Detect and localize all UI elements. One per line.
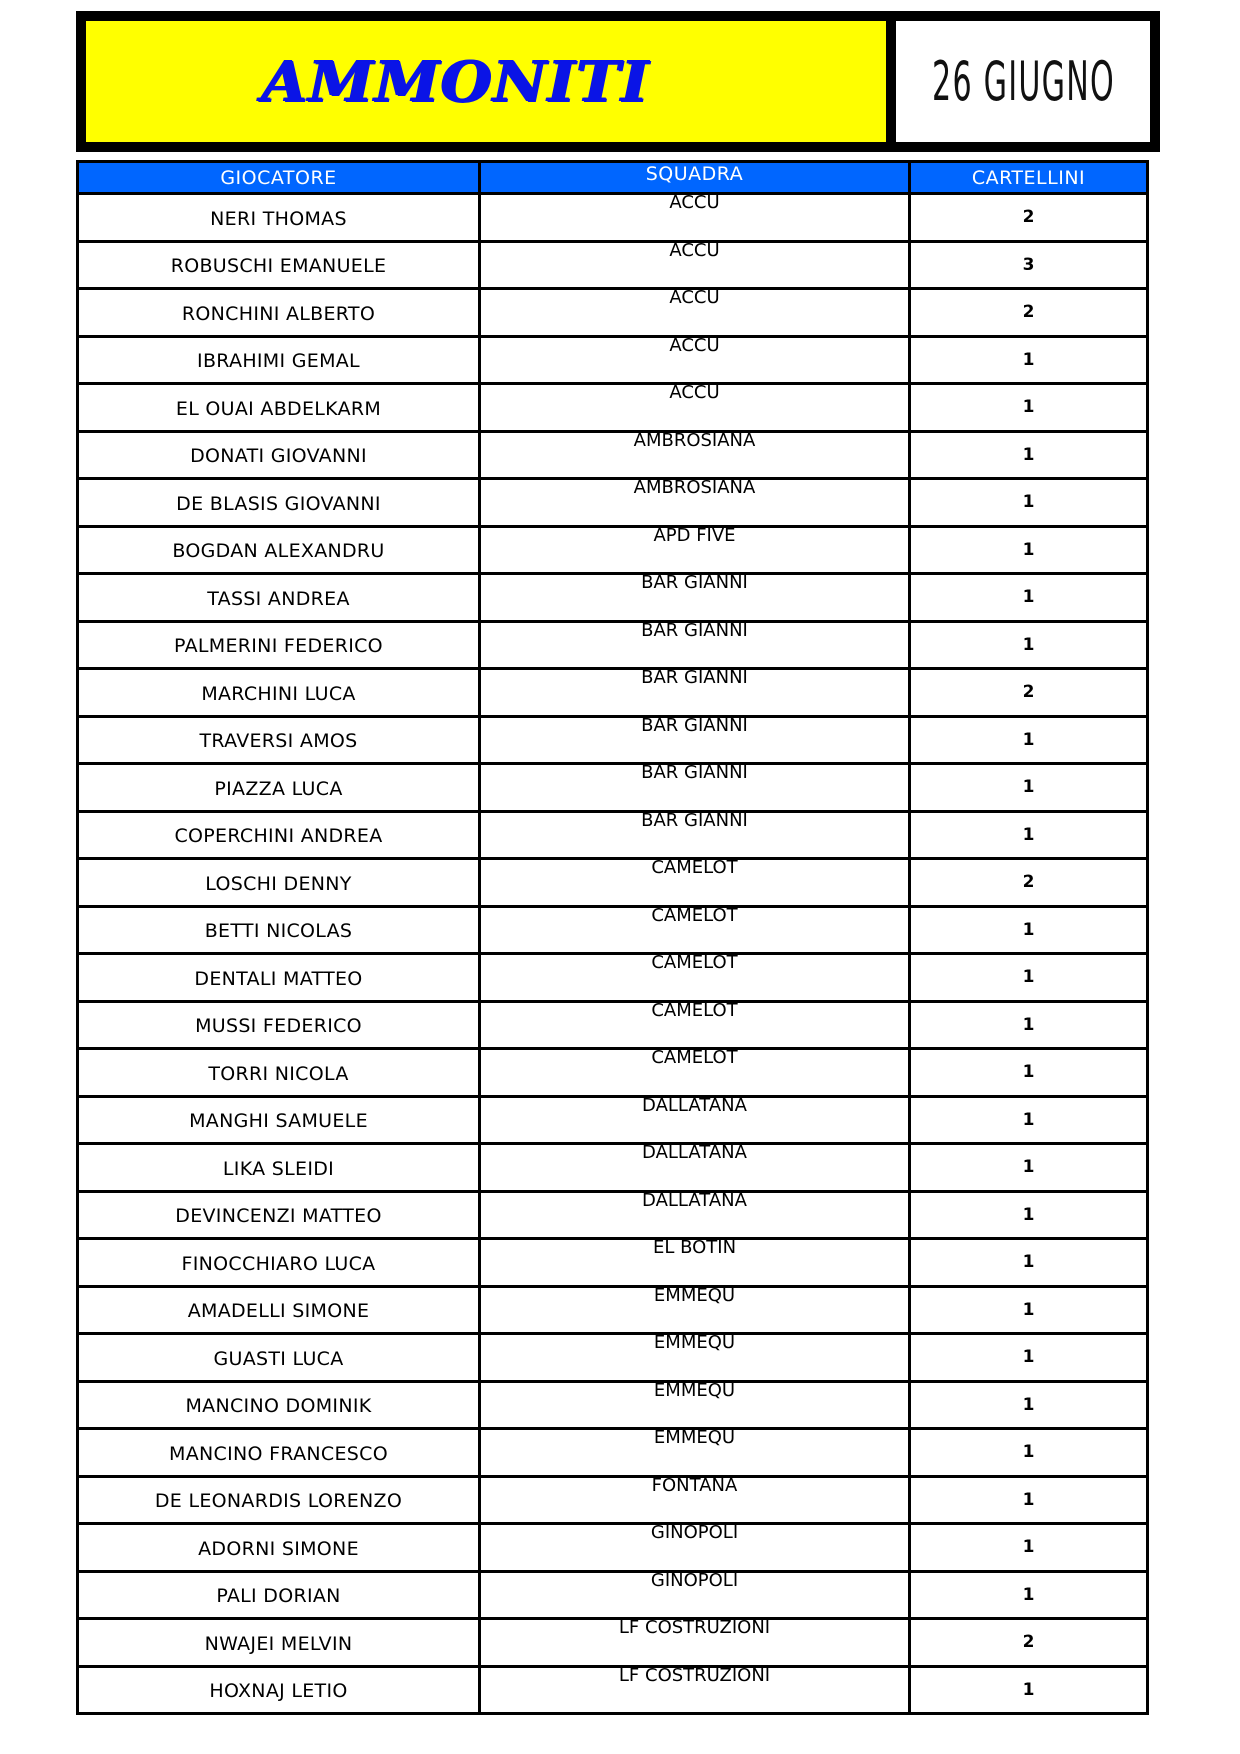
table-row xyxy=(78,1334,1148,1382)
cards-count: 1 xyxy=(910,906,1148,954)
player-name: GUASTI LUCA xyxy=(213,1347,344,1370)
table-row xyxy=(78,1049,1148,1097)
team-name: AMBROSIANA xyxy=(633,477,756,498)
player-cell xyxy=(78,954,480,1002)
column-header-cards: CARTELLINI xyxy=(910,162,1148,194)
player-cell xyxy=(78,621,480,669)
team-cell xyxy=(480,906,910,954)
table-row xyxy=(78,336,1148,384)
team-cell xyxy=(480,289,910,337)
player-name: TRAVERSI AMOS xyxy=(199,730,358,753)
player-name: COPERCHINI ANDREA xyxy=(174,825,383,848)
table-row xyxy=(78,1381,1148,1429)
cards-count: 1 xyxy=(910,1334,1148,1382)
player-cell xyxy=(78,1096,480,1144)
team-name: CAMELOT xyxy=(651,999,738,1021)
team-name: APD FIVE xyxy=(653,524,736,546)
team-cell xyxy=(480,336,910,384)
page-title: AMMONITI xyxy=(262,48,650,115)
cards-count: 1 xyxy=(910,716,1148,764)
player-cell xyxy=(78,1476,480,1524)
team-cell xyxy=(480,1429,910,1477)
cards-count: 1 xyxy=(910,1524,1148,1572)
table-header-row xyxy=(78,162,1148,194)
player-cell xyxy=(78,1666,480,1714)
cards-count: 1 xyxy=(910,526,1148,574)
player-cell xyxy=(78,1381,480,1429)
team-cell xyxy=(480,1524,910,1572)
player-cell xyxy=(78,1049,480,1097)
team-cell xyxy=(480,716,910,764)
player-name: MANCINO FRANCESCO xyxy=(169,1442,388,1465)
player-name: MUSSI FEDERICO xyxy=(195,1015,362,1038)
player-name: BOGDAN ALEXANDRU xyxy=(172,540,385,563)
team-name: EMMEQU xyxy=(653,1284,736,1306)
team-name: DALLATANA xyxy=(642,1189,747,1211)
team-name: BAR GIANNI xyxy=(641,667,748,688)
cards-count: 1 xyxy=(910,1381,1148,1429)
player-cell xyxy=(78,764,480,812)
player-cell xyxy=(78,194,480,242)
player-cell xyxy=(78,479,480,527)
yellow-cards-table xyxy=(76,160,1149,1715)
player-cell xyxy=(78,384,480,432)
header-banner xyxy=(76,11,1160,152)
team-cell xyxy=(480,526,910,574)
player-cell xyxy=(78,1144,480,1192)
cards-count: 1 xyxy=(910,1666,1148,1714)
player-cell xyxy=(78,1524,480,1572)
player-name: BETTI NICOLAS xyxy=(204,920,353,943)
team-name: FONTANA xyxy=(651,1474,738,1496)
player-name: LOSCHI DENNY xyxy=(205,872,352,895)
team-cell xyxy=(480,1239,910,1287)
table-row xyxy=(78,574,1148,622)
team-name: LF COSTRUZIONI xyxy=(618,1617,771,1638)
cards-count: 1 xyxy=(910,764,1148,812)
table-row xyxy=(78,1571,1148,1619)
table-row xyxy=(78,621,1148,669)
team-cell xyxy=(480,1666,910,1714)
player-name: MARCHINI LUCA xyxy=(201,682,356,705)
team-cell xyxy=(480,1381,910,1429)
cards-count: 2 xyxy=(910,289,1148,337)
team-name: BAR GIANNI xyxy=(641,572,748,593)
team-cell xyxy=(480,1096,910,1144)
table-row xyxy=(78,764,1148,812)
team-name: CAMELOT xyxy=(651,904,738,926)
player-name: ROBUSCHI EMANUELE xyxy=(170,255,387,278)
cards-count: 1 xyxy=(910,1191,1148,1239)
player-cell xyxy=(78,336,480,384)
team-cell xyxy=(480,1286,910,1334)
player-cell xyxy=(78,574,480,622)
team-cell xyxy=(480,574,910,622)
player-cell xyxy=(78,1191,480,1239)
team-cell xyxy=(480,431,910,479)
player-cell xyxy=(78,906,480,954)
table-row xyxy=(78,716,1148,764)
player-name: DE BLASIS GIOVANNI xyxy=(176,492,381,515)
cards-count: 1 xyxy=(910,431,1148,479)
cards-count: 1 xyxy=(910,1429,1148,1477)
table-row xyxy=(78,1429,1148,1477)
team-cell xyxy=(480,669,910,717)
team-name: BAR GIANNI xyxy=(641,809,748,831)
team-cell xyxy=(480,859,910,907)
player-cell xyxy=(78,1619,480,1667)
team-cell xyxy=(480,954,910,1002)
date-panel xyxy=(896,21,1150,142)
column-header-team: SQUADRA xyxy=(480,162,910,194)
player-name: NWAJEI MELVIN xyxy=(204,1632,353,1655)
team-name: AMBROSIANA xyxy=(633,429,756,451)
player-name: LIKA SLEIDI xyxy=(222,1157,335,1180)
player-name: NERI THOMAS xyxy=(210,207,347,230)
player-cell xyxy=(78,716,480,764)
player-name: EL OUAI ABDELKARM xyxy=(175,397,382,420)
cards-count: 1 xyxy=(910,1144,1148,1192)
team-name: DALLATANA xyxy=(642,1142,747,1163)
table-row xyxy=(78,1096,1148,1144)
cards-count: 1 xyxy=(910,336,1148,384)
team-cell xyxy=(480,194,910,242)
team-name: ACCU xyxy=(669,287,720,308)
table-row xyxy=(78,479,1148,527)
player-cell xyxy=(78,669,480,717)
player-cell xyxy=(78,1334,480,1382)
table-row xyxy=(78,194,1148,242)
team-name: CAMELOT xyxy=(651,952,738,973)
player-name: IBRAHIMI GEMAL xyxy=(197,350,360,373)
table-row xyxy=(78,1476,1148,1524)
cards-count: 2 xyxy=(910,669,1148,717)
player-cell xyxy=(78,241,480,289)
team-cell xyxy=(480,241,910,289)
player-cell xyxy=(78,1239,480,1287)
table-row xyxy=(78,669,1148,717)
table-row xyxy=(78,289,1148,337)
team-cell xyxy=(480,764,910,812)
team-cell xyxy=(480,1476,910,1524)
team-cell xyxy=(480,811,910,859)
cards-count: 1 xyxy=(910,574,1148,622)
cards-count: 2 xyxy=(910,859,1148,907)
player-name: MANCINO DOMINIK xyxy=(185,1395,372,1418)
team-name: LF COSTRUZIONI xyxy=(618,1664,771,1686)
cards-count: 1 xyxy=(910,954,1148,1002)
player-name: DENTALI MATTEO xyxy=(194,967,363,990)
team-name: GINOPOLI xyxy=(650,1522,739,1543)
team-cell xyxy=(480,1049,910,1097)
player-name: ADORNI SIMONE xyxy=(198,1537,359,1560)
cards-count: 1 xyxy=(910,1286,1148,1334)
column-header-player: GIOCATORE xyxy=(78,162,480,194)
team-cell xyxy=(480,1144,910,1192)
table-row xyxy=(78,1666,1148,1714)
table-row xyxy=(78,1144,1148,1192)
team-name: ACCU xyxy=(669,334,720,356)
team-name: EMMEQU xyxy=(653,1379,736,1401)
cards-count: 2 xyxy=(910,1619,1148,1667)
player-name: AMADELLI SIMONE xyxy=(187,1300,370,1323)
cards-count: 1 xyxy=(910,479,1148,527)
table-row xyxy=(78,1524,1148,1572)
team-cell xyxy=(480,384,910,432)
player-name: MANGHI SAMUELE xyxy=(189,1110,368,1133)
player-cell xyxy=(78,431,480,479)
player-name: PALMERINI FEDERICO xyxy=(174,635,383,658)
player-name: TASSI ANDREA xyxy=(207,587,350,610)
team-cell xyxy=(480,1619,910,1667)
cards-count: 1 xyxy=(910,811,1148,859)
player-name: DEVINCENZI MATTEO xyxy=(175,1205,382,1228)
player-name: RONCHINI ALBERTO xyxy=(181,302,376,325)
table-row xyxy=(78,384,1148,432)
player-cell xyxy=(78,289,480,337)
table-row xyxy=(78,906,1148,954)
team-cell xyxy=(480,1191,910,1239)
player-name: DE LEONARDIS LORENZO xyxy=(154,1490,403,1513)
team-name: BAR GIANNI xyxy=(641,619,748,641)
cards-count: 1 xyxy=(910,1239,1148,1287)
team-cell xyxy=(480,621,910,669)
cards-count: 1 xyxy=(910,1096,1148,1144)
player-cell xyxy=(78,1001,480,1049)
player-cell xyxy=(78,1429,480,1477)
table-row xyxy=(78,954,1148,1002)
cards-count: 1 xyxy=(910,1001,1148,1049)
table-row xyxy=(78,1286,1148,1334)
team-name: EMMEQU xyxy=(653,1332,736,1353)
table-row xyxy=(78,241,1148,289)
team-cell xyxy=(480,1001,910,1049)
cards-count: 1 xyxy=(910,384,1148,432)
table-row xyxy=(78,1191,1148,1239)
cards-count: 1 xyxy=(910,1571,1148,1619)
team-name: EMMEQU xyxy=(653,1427,736,1448)
player-cell xyxy=(78,1286,480,1334)
team-name: BAR GIANNI xyxy=(641,714,748,736)
player-name: DONATI GIOVANNI xyxy=(190,445,367,468)
cards-count: 1 xyxy=(910,1476,1148,1524)
team-name: ACCU xyxy=(669,239,720,261)
cards-count: 3 xyxy=(910,241,1148,289)
team-cell xyxy=(480,1334,910,1382)
player-cell xyxy=(78,811,480,859)
player-name: PALI DORIAN xyxy=(216,1585,341,1608)
team-name: EL BOTIN xyxy=(652,1237,737,1258)
table-row xyxy=(78,859,1148,907)
team-cell xyxy=(480,479,910,527)
table-row xyxy=(78,1001,1148,1049)
title-panel xyxy=(86,21,886,142)
table-row xyxy=(78,1239,1148,1287)
player-name: TORRI NICOLA xyxy=(208,1062,349,1085)
player-cell xyxy=(78,859,480,907)
team-name: BAR GIANNI xyxy=(641,762,748,783)
player-cell xyxy=(78,1571,480,1619)
table-row xyxy=(78,431,1148,479)
team-name: CAMELOT xyxy=(651,1047,738,1068)
table-row xyxy=(78,526,1148,574)
team-cell xyxy=(480,1571,910,1619)
matchday-date: 26 GIUGNO xyxy=(931,50,1115,113)
cards-count: 1 xyxy=(910,621,1148,669)
table-row xyxy=(78,1619,1148,1667)
team-name: GINOPOLI xyxy=(650,1569,739,1591)
player-cell xyxy=(78,526,480,574)
team-name: DALLATANA xyxy=(642,1094,747,1116)
team-name: ACCU xyxy=(669,382,720,403)
player-name: PIAZZA LUCA xyxy=(214,777,343,800)
table-row xyxy=(78,811,1148,859)
player-name: FINOCCHIARO LUCA xyxy=(181,1252,376,1275)
cards-count: 2 xyxy=(910,194,1148,242)
team-name: CAMELOT xyxy=(651,857,738,878)
team-name: ACCU xyxy=(669,192,720,213)
cards-count: 1 xyxy=(910,1049,1148,1097)
player-name: HOXNAJ LETIO xyxy=(209,1680,348,1703)
